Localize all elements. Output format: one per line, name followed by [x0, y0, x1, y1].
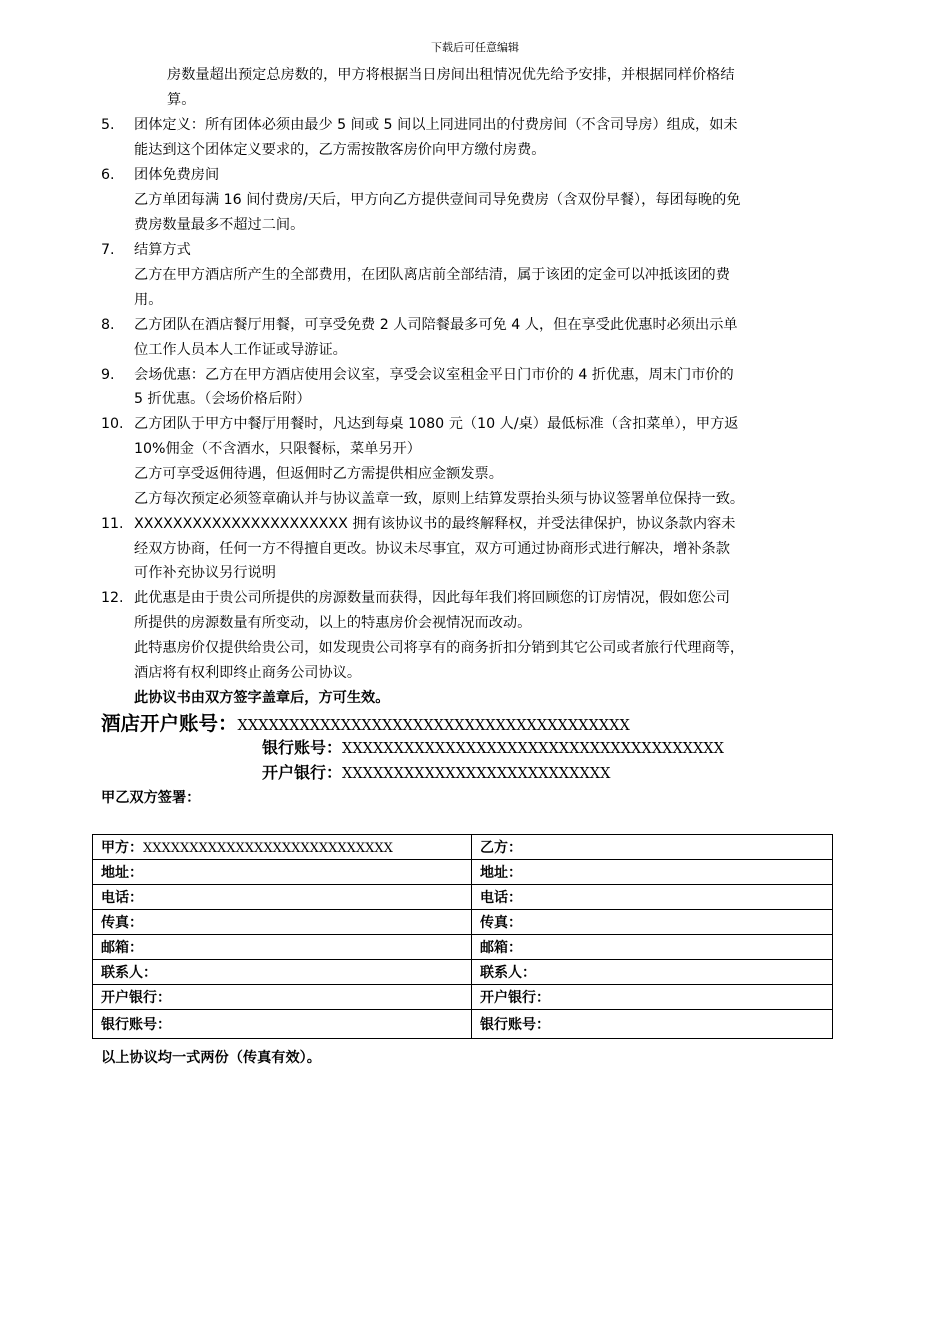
- clause-number: 11.: [101, 516, 124, 532]
- hotel-account-value: XXXXXXXXXXXXXXXXXXXXXXXXXXXXXXXXXXXXXX: [237, 718, 630, 734]
- party-a-cell: 甲方：XXXXXXXXXXXXXXXXXXXXXXXXXXX: [93, 835, 472, 860]
- table-row: [93, 1010, 833, 1039]
- party-a-phone: 电话：: [93, 885, 472, 910]
- clause-text: 乙方团队在酒店餐厅用餐，可享受免费 2 人司陪餐最多可免 4 人，但在享受此优惠时必须出示单: [134, 317, 738, 333]
- clause-text: 结算方式: [134, 242, 191, 258]
- table-row: [93, 960, 833, 985]
- party-b-fax: 传真：: [472, 910, 833, 935]
- clause-text: 乙方可享受返佣待遇，但返佣时乙方需提供相应金额发票。: [134, 466, 503, 482]
- clause-text: 乙方在甲方酒店所产生的全部费用，在团队离店前全部结清，属于该团的定金可以冲抵该团的费: [134, 267, 730, 283]
- clause-text: 乙方团队于甲方中餐厅用餐时，凡达到每桌 1080 元（10 人/桌）最低标准（含扣菜单），甲方返: [134, 416, 739, 432]
- party-a-fax: 传真：: [93, 910, 472, 935]
- effective-clause: 此协议书由双方签字盖章后，方可生效。: [134, 690, 390, 706]
- clause-text: 费房数量最多不超过二间。: [134, 217, 305, 233]
- table-row: [93, 910, 833, 935]
- party-b-bank-account: 银行账号：: [472, 1010, 833, 1039]
- clause-number: 9.: [101, 367, 115, 383]
- party-b-email: 邮箱：: [472, 935, 833, 960]
- clause-text: 乙方每次预定必须签章确认并与协议盖章一致，原则上结算发票抬头须与协议签署单位保持一致。: [134, 491, 745, 507]
- party-a-bank-account: 银行账号：: [93, 1010, 472, 1039]
- clause-continuation: 算。: [167, 92, 196, 108]
- party-b-cell: 乙方：: [472, 835, 833, 860]
- table-row: [93, 860, 833, 885]
- clause-number: 12.: [101, 590, 124, 606]
- party-a-email: 邮箱：: [93, 935, 472, 960]
- bank-name-value: XXXXXXXXXXXXXXXXXXXXXXXXXX: [342, 766, 611, 782]
- clause-text: 10%佣金（不含酒水，只限餐标，菜单另开）: [134, 441, 421, 457]
- clause-continuation: 房数量超出预定总房数的，甲方将根据当日房间出租情况优先给予安排，并根据同样价格结: [167, 67, 735, 83]
- bank-name-label: 开户银行：: [262, 763, 343, 782]
- clause-number: 5.: [101, 117, 115, 133]
- clause-text: 用。: [134, 292, 163, 308]
- page-header: 下载后可任意编辑: [431, 41, 519, 54]
- clause-text: 能达到这个团体定义要求的，乙方需按散客房价向甲方缴付房费。: [134, 142, 546, 158]
- bank-account-line: [262, 738, 724, 759]
- clause-text: 所提供的房源数量有所变动，以上的特惠房价会视情况而改动。: [134, 615, 532, 631]
- clause-text: 乙方单团每满 16 间付费房/天后，甲方向乙方提供壹间司导免费房（含双份早餐），每团每晚的免: [134, 192, 741, 208]
- clause-text: 会场优惠：乙方在甲方酒店使用会议室，享受会议室租金平日门市价的 4 折优惠，周末门市价的: [134, 367, 734, 383]
- clause-text: 位工作人员本人工作证或导游证。: [134, 342, 347, 358]
- clause-number: 6.: [101, 167, 115, 183]
- bank-account-value: XXXXXXXXXXXXXXXXXXXXXXXXXXXXXXXXXXXXX: [342, 741, 724, 757]
- party-a-contact: 联系人：: [93, 960, 472, 985]
- clause-text: XXXXXXXXXXXXXXXXXXXXXX 拥有该协议书的最终解释权，并受法律保护，协议条款内容未: [134, 516, 736, 532]
- clause-text: 此优惠是由于贵公司所提供的房源数量而获得，因此每年我们将回顾您的订房情况，假如您公司: [134, 590, 730, 606]
- party-a-bank: 开户银行：: [93, 985, 472, 1010]
- hotel-account-line: [101, 712, 630, 738]
- table-row: [93, 935, 833, 960]
- clause-text: 经双方协商，任何一方不得擅自更改。协议未尽事宜，双方可通过协商形式进行解决，增补条款: [134, 541, 730, 557]
- party-b-phone: 电话：: [472, 885, 833, 910]
- party-b-address: 地址：: [472, 860, 833, 885]
- footer-note: 以上协议均一式两份（传真有效）。: [101, 1050, 321, 1066]
- hotel-account-label: 酒店开户账号：: [101, 712, 238, 735]
- signature-title: 甲乙双方签署：: [101, 790, 201, 806]
- clause-text: 可作补充协议另行说明: [134, 565, 276, 581]
- party-a-name: XXXXXXXXXXXXXXXXXXXXXXXXXXX: [143, 841, 393, 856]
- clause-number: 8.: [101, 317, 115, 333]
- table-row: [93, 885, 833, 910]
- bank-account-label: 银行账号：: [262, 738, 343, 757]
- table-row: [93, 985, 833, 1010]
- clause-text: 5 折优惠。（会场价格后附）: [134, 391, 311, 407]
- party-a-address: 地址：: [93, 860, 472, 885]
- clause-number: 7.: [101, 242, 115, 258]
- party-b-contact: 联系人：: [472, 960, 833, 985]
- table-row: [93, 835, 833, 860]
- bank-name-line: [262, 763, 610, 784]
- clause-text: 团体定义：所有团体必须由最少 5 间或 5 间以上同进同出的付费房间（不含司导房）组成，如未: [134, 117, 738, 133]
- clause-number: 10.: [101, 416, 124, 432]
- party-b-bank: 开户银行：: [472, 985, 833, 1010]
- clause-text: 此特惠房价仅提供给贵公司，如发现贵公司将享有的商务折扣分销到其它公司或者旅行代理商等，: [134, 640, 745, 656]
- clause-text: 酒店将有权利即终止商务公司协议。: [134, 665, 362, 681]
- signature-table: [92, 834, 833, 1039]
- clause-text: 团体免费房间: [134, 167, 220, 183]
